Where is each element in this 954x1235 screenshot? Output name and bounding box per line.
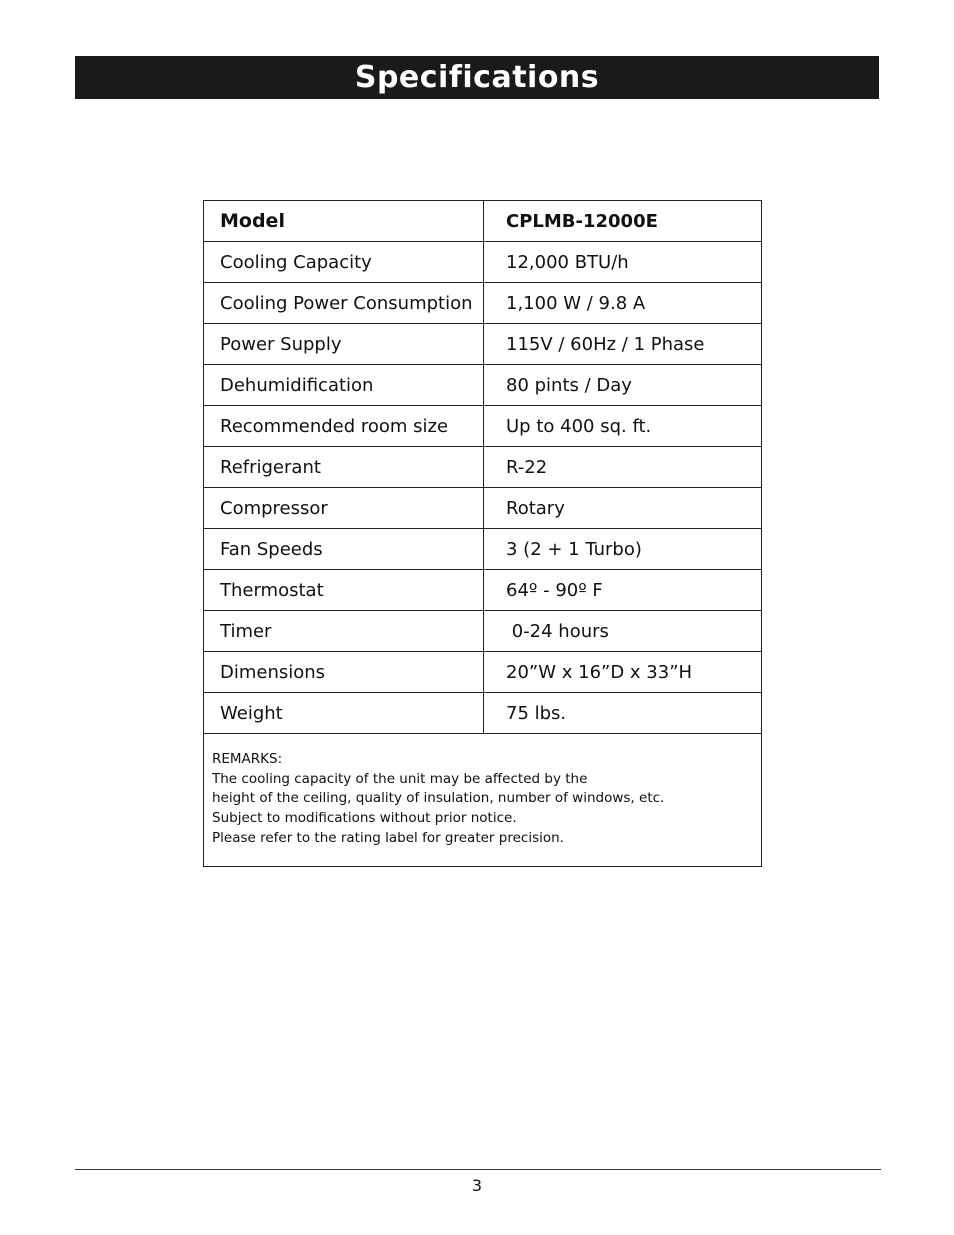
spec-label: Dimensions [204, 652, 484, 693]
page-number: 3 [471, 1176, 483, 1195]
spec-value: 80 pints / Day [484, 365, 762, 406]
spec-label: Weight [204, 693, 484, 734]
table-row [204, 283, 762, 324]
spec-value: 75 lbs. [484, 693, 762, 734]
model-value: CPLMB-12000E [484, 201, 762, 242]
page-title: Specifications [75, 56, 879, 99]
spec-value: R-22 [484, 447, 762, 488]
table-row [204, 324, 762, 365]
spec-label: Cooling Capacity [204, 242, 484, 283]
table-row [204, 406, 762, 447]
table-row [204, 570, 762, 611]
table-row [204, 529, 762, 570]
specifications-table [203, 200, 762, 867]
remarks-cell [204, 734, 762, 867]
remarks-line: height of the ceiling, quality of insulation, number of windows, etc. [212, 790, 665, 807]
spec-value: 12,000 BTU/h [484, 242, 762, 283]
remarks-row [204, 734, 762, 867]
footer-divider [75, 1169, 881, 1170]
spec-label: Cooling Power Consumption [204, 283, 484, 324]
spec-value: 115V / 60Hz / 1 Phase [484, 324, 762, 365]
table-header-row [204, 201, 762, 242]
table-row [204, 242, 762, 283]
table-row [204, 652, 762, 693]
spec-value: Up to 400 sq. ft. [484, 406, 762, 447]
spec-label: Power Supply [204, 324, 484, 365]
spec-label: Fan Speeds [204, 529, 484, 570]
spec-label: Timer [204, 611, 484, 652]
remarks-line: Subject to modifications without prior notice. [212, 810, 517, 827]
spec-value: 20”W x 16”D x 33”H [484, 652, 762, 693]
table-row [204, 365, 762, 406]
spec-label: Thermostat [204, 570, 484, 611]
spec-label: Refrigerant [204, 447, 484, 488]
remarks-line: The cooling capacity of the unit may be affected by the [212, 770, 588, 787]
spec-label: Compressor [204, 488, 484, 529]
spec-label: Recommended room size [204, 406, 484, 447]
spec-value: 3 (2 + 1 Turbo) [484, 529, 762, 570]
spec-value: Rotary [484, 488, 762, 529]
remarks-heading: REMARKS: [212, 751, 283, 767]
spec-value: 0-24 hours [484, 611, 762, 652]
table-row [204, 447, 762, 488]
remarks-line: Please refer to the rating label for greater precision. [212, 829, 564, 846]
spec-value: 64º - 90º F [484, 570, 762, 611]
spec-label: Dehumidification [204, 365, 484, 406]
table-row [204, 693, 762, 734]
table-row [204, 611, 762, 652]
model-label: Model [204, 201, 484, 242]
table-row [204, 488, 762, 529]
spec-value: 1,100 W / 9.8 A [484, 283, 762, 324]
